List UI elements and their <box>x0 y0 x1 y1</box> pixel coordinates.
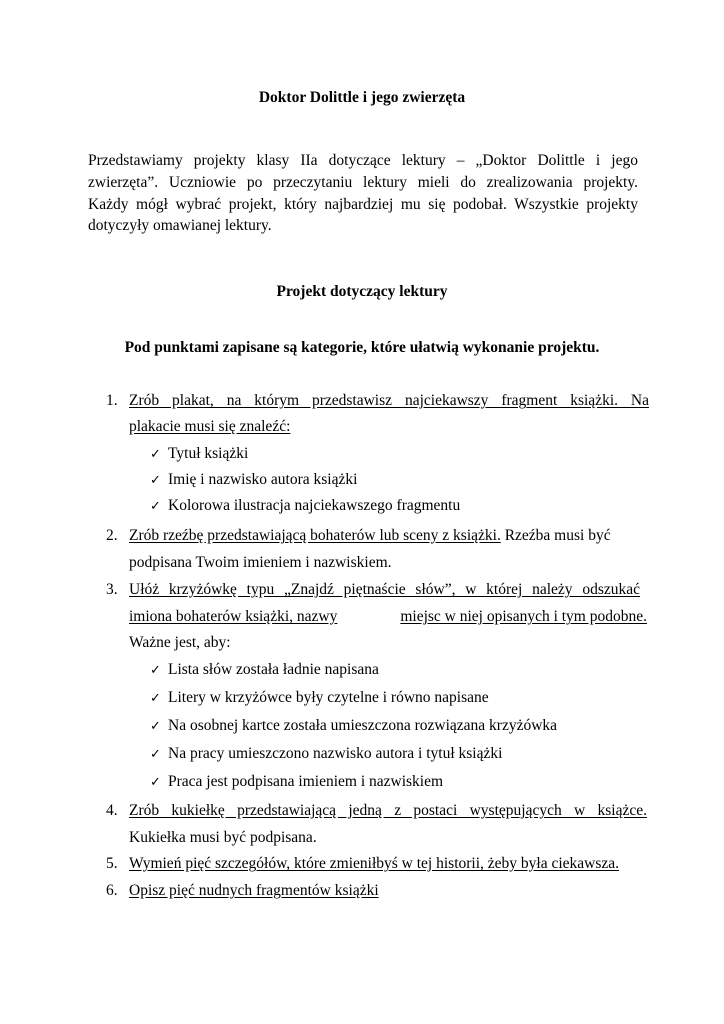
checklist-item <box>150 772 443 793</box>
item-number: 3. <box>106 581 118 598</box>
checklist-text: Praca jest podpisana imieniem i nazwiskiem <box>168 773 444 790</box>
intro-line: dotyczyły omawianej lektury. <box>88 217 272 234</box>
intro-line: zwierzęta”. Uczniowie po przeczytaniu lektury mieli do zrealizowania projekty. <box>88 174 638 191</box>
intro-line: Przedstawiamy projekty klasy IIa dotyczące lektury – „Doktor Dolittle i jego <box>88 152 638 169</box>
checklist-text: Na osobnej kartce została umieszczona rozwiązana krzyżówka <box>168 717 558 734</box>
item-text: Wymień pięć szczegółów, które zmieniłbyś w tej historii, żeby była ciekawsza. <box>129 855 620 872</box>
item-text <box>129 526 639 546</box>
checklist-item <box>150 744 502 765</box>
section-subtitle: Pod punktami zapisane są kategorie, które ułatwią wykonanie projektu. <box>124 339 600 356</box>
checkmark-icon: ✓ <box>150 747 161 762</box>
item-text-underlined: miejsc w niej opisanych i tym podobne. <box>400 608 647 625</box>
checklist-text: Tytuł książki <box>168 445 249 462</box>
checkmark-icon: ✓ <box>150 663 161 678</box>
checklist-text: Imię i nazwisko autora książki <box>168 471 358 488</box>
checklist-text: Na pracy umieszczono nazwisko autora i tytuł książki <box>168 745 503 762</box>
item-number: 2. <box>106 527 118 544</box>
item-text: Ważne jest, aby: <box>129 634 231 651</box>
item-number: 1. <box>106 392 118 409</box>
item-number: 4. <box>106 802 118 819</box>
item-text: podpisana Twoim imieniem i nazwiskiem. <box>129 554 392 571</box>
checklist-text: Lista słów została ładnie napisana <box>168 661 379 678</box>
checklist-text: Litery w krzyżówce były czytelne i równo napisane <box>168 689 489 706</box>
checklist-item <box>150 688 489 709</box>
item-number: 6. <box>106 882 118 899</box>
checkmark-icon: ✓ <box>150 719 161 734</box>
item-text: Opisz pięć nudnych fragmentów książki <box>129 882 379 899</box>
checklist-item <box>150 716 557 737</box>
checklist-item <box>150 470 357 491</box>
item-text-plain: Rzeźba musi być <box>500 527 611 544</box>
checklist-item <box>150 660 379 681</box>
document-title: Doktor Dolittle i jego zwierzęta <box>258 89 466 106</box>
item-text: Zrób kukiełkę przedstawiającą jedną z postaci występujących w książce. <box>129 802 647 819</box>
checkmark-icon: ✓ <box>150 775 161 790</box>
intro-line: Każdy mógł wybrać projekt, który najbardziej mu się podobał. Wszystkie projekty <box>88 196 638 213</box>
item-text: Zrób plakat, na którym przedstawisz najciekawszy fragment książki. Na <box>129 392 649 409</box>
checkmark-icon: ✓ <box>150 691 161 706</box>
item-text-underlined: imiona bohaterów książki, nazwy <box>129 608 338 625</box>
checklist-text: Kolorowa ilustracja najciekawszego fragmentu <box>168 497 461 514</box>
checklist-item <box>150 496 460 517</box>
item-text <box>129 607 647 627</box>
item-text-underlined: Zrób rzeźbę przedstawiającą bohaterów lub sceny z książki. <box>129 527 501 544</box>
checkmark-icon: ✓ <box>150 447 161 462</box>
item-text: plakacie musi się znaleźć: <box>129 418 291 435</box>
checkmark-icon: ✓ <box>150 473 161 488</box>
item-text: Ułóż krzyżówkę typu „Znajdź piętnaście słów”, w której należy odszukać <box>129 581 640 598</box>
section-title: Projekt dotyczący lektury <box>276 283 448 300</box>
item-text: Kukiełka musi być podpisana. <box>129 829 317 846</box>
checkmark-icon: ✓ <box>150 499 161 514</box>
item-number: 5. <box>106 855 118 872</box>
checklist-item <box>150 444 248 465</box>
